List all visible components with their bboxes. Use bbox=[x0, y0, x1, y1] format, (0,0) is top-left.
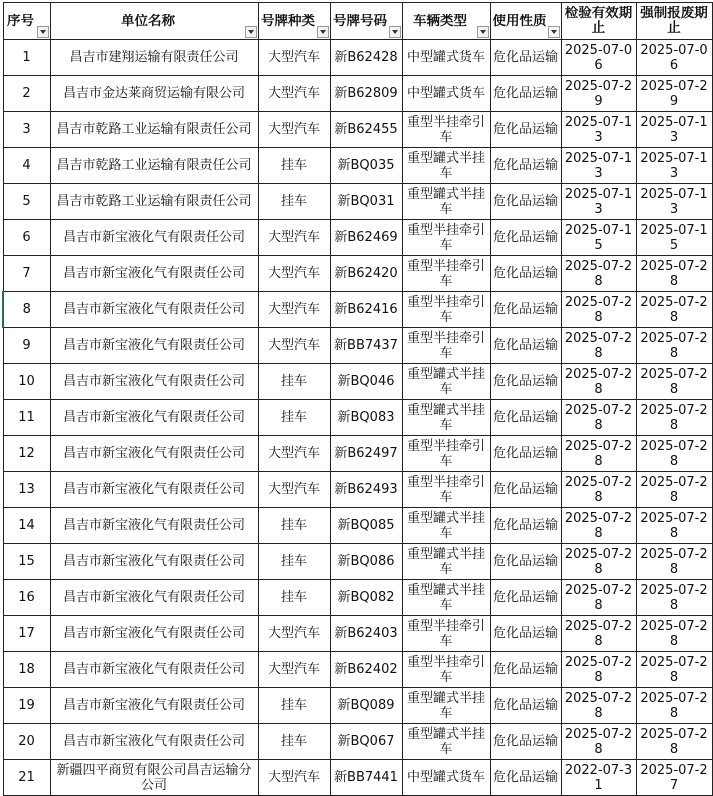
cell-unit-name[interactable]: 昌吉市新宝液化气有限责任公司 bbox=[50, 652, 258, 688]
cell-plate-type[interactable]: 大型汽车 bbox=[258, 328, 330, 364]
cell-plate-no[interactable]: 新BQ083 bbox=[330, 400, 402, 436]
cell-unit-name[interactable]: 昌吉市新宝液化气有限责任公司 bbox=[50, 328, 258, 364]
cell-unit-name[interactable]: 昌吉市新宝液化气有限责任公司 bbox=[50, 364, 258, 400]
cell-vehicle-type[interactable]: 重型半挂牵引车 bbox=[402, 328, 490, 364]
cell-plate-type[interactable]: 大型汽车 bbox=[258, 76, 330, 112]
cell-plate-no[interactable]: 新BB7437 bbox=[330, 328, 402, 364]
cell-unit-name[interactable]: 昌吉市乾路工业运输有限责任公司 bbox=[50, 184, 258, 220]
cell-seq[interactable]: 3 bbox=[3, 112, 50, 148]
cell-plate-no[interactable]: 新BQ082 bbox=[330, 580, 402, 616]
cell-vehicle-type[interactable]: 重型半挂牵引车 bbox=[402, 652, 490, 688]
cell-plate-type[interactable]: 挂车 bbox=[258, 688, 330, 724]
cell-vehicle-type[interactable]: 重型罐式半挂车 bbox=[402, 580, 490, 616]
cell-plate-type[interactable]: 挂车 bbox=[258, 184, 330, 220]
cell-plate-no[interactable]: 新BB7441 bbox=[330, 760, 402, 796]
table-body bbox=[3, 40, 712, 796]
cell-vehicle-type[interactable]: 重型罐式半挂车 bbox=[402, 400, 490, 436]
cell-plate-type[interactable]: 大型汽车 bbox=[258, 112, 330, 148]
filter-dropdown-icon[interactable] bbox=[37, 26, 49, 38]
cell-seq[interactable]: 5 bbox=[3, 184, 50, 220]
cell-scrap-date[interactable]: 2025-07-28 bbox=[636, 256, 712, 292]
cell-unit-name[interactable]: 昌吉市新宝液化气有限责任公司 bbox=[50, 724, 258, 760]
header-row bbox=[3, 3, 712, 40]
cell-plate-no[interactable]: 新BQ067 bbox=[330, 724, 402, 760]
table-row[interactable] bbox=[3, 544, 712, 580]
cell-plate-no[interactable]: 新B62469 bbox=[330, 220, 402, 256]
cell-seq[interactable]: 18 bbox=[3, 652, 50, 688]
cell-unit-name[interactable]: 昌吉市新宝液化气有限责任公司 bbox=[50, 220, 258, 256]
cell-unit-name[interactable]: 昌吉市新宝液化气有限责任公司 bbox=[50, 616, 258, 652]
cell-plate-type[interactable]: 大型汽车 bbox=[258, 40, 330, 76]
filter-dropdown-icon[interactable] bbox=[477, 26, 489, 38]
cell-vehicle-type[interactable]: 重型半挂牵引车 bbox=[402, 616, 490, 652]
cell-plate-type[interactable]: 大型汽车 bbox=[258, 760, 330, 796]
cell-plate-no[interactable]: 新B62809 bbox=[330, 76, 402, 112]
cell-scrap-date[interactable]: 2025-07-13 bbox=[636, 148, 712, 184]
header-seq[interactable]: 序号 bbox=[3, 3, 50, 40]
cell-usage[interactable]: 危化品运输 bbox=[490, 580, 561, 616]
cell-plate-no[interactable]: 新BQ086 bbox=[330, 544, 402, 580]
table-row[interactable] bbox=[3, 328, 712, 364]
cell-inspect-valid-date[interactable]: 2025-07-15 bbox=[561, 220, 636, 256]
filter-dropdown-icon[interactable] bbox=[245, 26, 257, 38]
cell-plate-no[interactable]: 新B62402 bbox=[330, 652, 402, 688]
cell-plate-type[interactable]: 挂车 bbox=[258, 400, 330, 436]
cell-scrap-date[interactable]: 2025-07-28 bbox=[636, 652, 712, 688]
cell-inspect-valid-date[interactable]: 2025-07-28 bbox=[561, 472, 636, 508]
cell-plate-type[interactable]: 大型汽车 bbox=[258, 436, 330, 472]
cell-scrap-date[interactable]: 2025-07-28 bbox=[636, 544, 712, 580]
header-unit[interactable]: 单位名称 bbox=[50, 3, 258, 40]
cell-inspect-valid-date[interactable]: 2025-07-28 bbox=[561, 616, 636, 652]
table-row[interactable] bbox=[3, 112, 712, 148]
cell-unit-name[interactable]: 昌吉市乾路工业运输有限责任公司 bbox=[50, 148, 258, 184]
cell-seq[interactable]: 21 bbox=[3, 760, 50, 796]
cell-plate-type[interactable]: 挂车 bbox=[258, 148, 330, 184]
cell-scrap-date[interactable]: 2025-07-28 bbox=[636, 616, 712, 652]
cell-plate-type[interactable]: 挂车 bbox=[258, 544, 330, 580]
table-row[interactable] bbox=[3, 436, 712, 472]
cell-usage[interactable]: 危化品运输 bbox=[490, 508, 561, 544]
cell-usage[interactable]: 危化品运输 bbox=[490, 400, 561, 436]
table-row[interactable] bbox=[3, 220, 712, 256]
cell-plate-no[interactable]: 新BQ031 bbox=[330, 184, 402, 220]
cell-inspect-valid-date[interactable]: 2025-07-28 bbox=[561, 364, 636, 400]
cell-seq[interactable]: 12 bbox=[3, 436, 50, 472]
cell-usage[interactable]: 危化品运输 bbox=[490, 616, 561, 652]
header-scrap[interactable]: 强制报废期止 bbox=[636, 3, 712, 40]
filter-dropdown-icon[interactable] bbox=[389, 26, 401, 38]
cell-unit-name[interactable]: 昌吉市新宝液化气有限责任公司 bbox=[50, 688, 258, 724]
header-plate-type[interactable]: 号牌种类 bbox=[258, 3, 330, 40]
cell-vehicle-type[interactable]: 中型罐式货车 bbox=[402, 76, 490, 112]
cell-plate-no[interactable]: 新B62416 bbox=[330, 292, 402, 328]
cell-scrap-date[interactable]: 2025-07-27 bbox=[636, 760, 712, 796]
cell-seq[interactable]: 14 bbox=[3, 508, 50, 544]
cell-usage[interactable]: 危化品运输 bbox=[490, 544, 561, 580]
cell-inspect-valid-date[interactable]: 2025-07-28 bbox=[561, 580, 636, 616]
cell-seq[interactable]: 2 bbox=[3, 76, 50, 112]
cell-vehicle-type[interactable]: 重型罐式半挂车 bbox=[402, 544, 490, 580]
cell-plate-no[interactable]: 新BQ085 bbox=[330, 508, 402, 544]
cell-inspect-valid-date[interactable]: 2025-07-13 bbox=[561, 112, 636, 148]
cell-unit-name[interactable]: 昌吉市新宝液化气有限责任公司 bbox=[50, 292, 258, 328]
cell-usage[interactable]: 危化品运输 bbox=[490, 292, 561, 328]
table-row[interactable] bbox=[3, 724, 712, 760]
cell-vehicle-type[interactable]: 中型罐式货车 bbox=[402, 40, 490, 76]
cell-unit-name[interactable]: 昌吉市新宝液化气有限责任公司 bbox=[50, 256, 258, 292]
cell-scrap-date[interactable]: 2025-07-28 bbox=[636, 328, 712, 364]
table-row[interactable] bbox=[3, 652, 712, 688]
cell-scrap-date[interactable]: 2025-07-28 bbox=[636, 364, 712, 400]
cell-vehicle-type[interactable]: 重型半挂牵引车 bbox=[402, 220, 490, 256]
cell-usage[interactable]: 危化品运输 bbox=[490, 436, 561, 472]
cell-plate-type[interactable]: 挂车 bbox=[258, 580, 330, 616]
cell-usage[interactable]: 危化品运输 bbox=[490, 148, 561, 184]
table-row[interactable] bbox=[3, 616, 712, 652]
cell-vehicle-type[interactable]: 中型罐式货车 bbox=[402, 760, 490, 796]
cell-seq[interactable]: 8 bbox=[3, 292, 50, 328]
cell-scrap-date[interactable]: 2025-07-15 bbox=[636, 220, 712, 256]
table-row[interactable] bbox=[3, 580, 712, 616]
table-row[interactable] bbox=[3, 40, 712, 76]
cell-vehicle-type[interactable]: 重型罐式半挂车 bbox=[402, 724, 490, 760]
cell-seq[interactable]: 6 bbox=[3, 220, 50, 256]
cell-vehicle-type[interactable]: 重型罐式半挂车 bbox=[402, 364, 490, 400]
header-inspect-valid[interactable]: 检验有效期止 bbox=[561, 3, 636, 40]
header-vehicle-type[interactable]: 车辆类型 bbox=[402, 3, 490, 40]
table-row[interactable] bbox=[3, 364, 712, 400]
cell-scrap-date[interactable]: 2025-07-13 bbox=[636, 184, 712, 220]
cell-seq[interactable]: 16 bbox=[3, 580, 50, 616]
cell-vehicle-type[interactable]: 重型罐式半挂车 bbox=[402, 148, 490, 184]
table-row[interactable] bbox=[3, 760, 712, 796]
cell-usage[interactable]: 危化品运输 bbox=[490, 328, 561, 364]
cell-inspect-valid-date[interactable]: 2025-07-29 bbox=[561, 76, 636, 112]
cell-unit-name[interactable]: 昌吉市新宝液化气有限责任公司 bbox=[50, 544, 258, 580]
cell-scrap-date[interactable]: 2025-07-28 bbox=[636, 724, 712, 760]
header-plate-no[interactable]: 号牌号码 bbox=[330, 3, 402, 40]
cell-inspect-valid-date[interactable]: 2025-07-13 bbox=[561, 148, 636, 184]
cell-unit-name[interactable]: 昌吉市建翔运输有限责任公司 bbox=[50, 40, 258, 76]
cell-plate-no[interactable]: 新B62497 bbox=[330, 436, 402, 472]
cell-inspect-valid-date[interactable]: 2025-07-28 bbox=[561, 724, 636, 760]
cell-inspect-valid-date[interactable]: 2025-07-28 bbox=[561, 508, 636, 544]
cell-plate-no[interactable]: 新B62493 bbox=[330, 472, 402, 508]
table-row[interactable] bbox=[3, 256, 712, 292]
cell-inspect-valid-date[interactable]: 2022-07-31 bbox=[561, 760, 636, 796]
filter-dropdown-icon[interactable] bbox=[317, 26, 329, 38]
cell-seq[interactable]: 10 bbox=[3, 364, 50, 400]
cell-scrap-date[interactable]: 2025-07-28 bbox=[636, 292, 712, 328]
table-row[interactable] bbox=[3, 400, 712, 436]
cell-scrap-date[interactable]: 2025-07-28 bbox=[636, 472, 712, 508]
cell-inspect-valid-date[interactable]: 2025-07-28 bbox=[561, 436, 636, 472]
cell-inspect-valid-date[interactable]: 2025-07-28 bbox=[561, 328, 636, 364]
cell-plate-no[interactable]: 新B62455 bbox=[330, 112, 402, 148]
cell-scrap-date[interactable]: 2025-07-06 bbox=[636, 40, 712, 76]
table-row[interactable] bbox=[3, 292, 712, 328]
cell-scrap-date[interactable]: 2025-07-13 bbox=[636, 112, 712, 148]
cell-seq[interactable]: 7 bbox=[3, 256, 50, 292]
cell-plate-no[interactable]: 新BQ046 bbox=[330, 364, 402, 400]
cell-unit-name[interactable]: 昌吉市新宝液化气有限责任公司 bbox=[50, 436, 258, 472]
cell-inspect-valid-date[interactable]: 2025-07-13 bbox=[561, 184, 636, 220]
cell-usage[interactable]: 危化品运输 bbox=[490, 40, 561, 76]
vehicle-inspection-table bbox=[2, 2, 713, 796]
cell-scrap-date[interactable]: 2025-07-29 bbox=[636, 76, 712, 112]
cell-scrap-date[interactable]: 2025-07-28 bbox=[636, 580, 712, 616]
cell-plate-type[interactable]: 大型汽车 bbox=[258, 220, 330, 256]
table-row[interactable] bbox=[3, 76, 712, 112]
cell-usage[interactable]: 危化品运输 bbox=[490, 364, 561, 400]
cell-unit-name[interactable]: 昌吉市乾路工业运输有限责任公司 bbox=[50, 112, 258, 148]
cell-usage[interactable]: 危化品运输 bbox=[490, 256, 561, 292]
cell-plate-type[interactable]: 大型汽车 bbox=[258, 472, 330, 508]
cell-plate-no[interactable]: 新BQ089 bbox=[330, 688, 402, 724]
filter-dropdown-icon[interactable] bbox=[548, 26, 560, 38]
cell-vehicle-type[interactable]: 重型半挂牵引车 bbox=[402, 112, 490, 148]
cell-plate-type[interactable]: 挂车 bbox=[258, 508, 330, 544]
cell-unit-name[interactable]: 昌吉市新宝液化气有限责任公司 bbox=[50, 580, 258, 616]
cell-plate-type[interactable]: 大型汽车 bbox=[258, 256, 330, 292]
cell-unit-name[interactable]: 昌吉市新宝液化气有限责任公司 bbox=[50, 472, 258, 508]
cell-plate-type[interactable]: 大型汽车 bbox=[258, 616, 330, 652]
cell-usage[interactable]: 危化品运输 bbox=[490, 184, 561, 220]
table-row[interactable] bbox=[3, 148, 712, 184]
cell-usage[interactable]: 危化品运输 bbox=[490, 112, 561, 148]
cell-plate-type[interactable]: 大型汽车 bbox=[258, 652, 330, 688]
cell-unit-name[interactable]: 昌吉市新宝液化气有限责任公司 bbox=[50, 400, 258, 436]
cell-vehicle-type[interactable]: 重型半挂牵引车 bbox=[402, 472, 490, 508]
cell-scrap-date[interactable]: 2025-07-28 bbox=[636, 688, 712, 724]
cell-vehicle-type[interactable]: 重型半挂牵引车 bbox=[402, 436, 490, 472]
table-row[interactable] bbox=[3, 508, 712, 544]
cell-inspect-valid-date[interactable]: 2025-07-28 bbox=[561, 256, 636, 292]
cell-inspect-valid-date[interactable]: 2025-07-28 bbox=[561, 544, 636, 580]
cell-plate-no[interactable]: 新B62428 bbox=[330, 40, 402, 76]
cell-inspect-valid-date[interactable]: 2025-07-28 bbox=[561, 652, 636, 688]
cell-seq[interactable]: 11 bbox=[3, 400, 50, 436]
table-row[interactable] bbox=[3, 472, 712, 508]
cell-plate-no[interactable]: 新B62420 bbox=[330, 256, 402, 292]
cell-plate-no[interactable]: 新B62403 bbox=[330, 616, 402, 652]
cell-unit-name[interactable]: 新疆四平商贸有限公司昌吉运输分公司 bbox=[50, 760, 258, 796]
cell-scrap-date[interactable]: 2025-07-28 bbox=[636, 400, 712, 436]
cell-seq[interactable]: 13 bbox=[3, 472, 50, 508]
cell-unit-name[interactable]: 昌吉市金达莱商贸运输有限公司 bbox=[50, 76, 258, 112]
cell-usage[interactable]: 危化品运输 bbox=[490, 472, 561, 508]
cell-vehicle-type[interactable]: 重型罐式半挂车 bbox=[402, 508, 490, 544]
cell-plate-type[interactable]: 挂车 bbox=[258, 364, 330, 400]
cell-usage[interactable]: 危化品运输 bbox=[490, 76, 561, 112]
cell-usage[interactable]: 危化品运输 bbox=[490, 724, 561, 760]
cell-seq[interactable]: 9 bbox=[3, 328, 50, 364]
header-usage[interactable]: 使用性质 bbox=[490, 3, 561, 40]
cell-seq[interactable]: 20 bbox=[3, 724, 50, 760]
table-row[interactable] bbox=[3, 688, 712, 724]
cell-vehicle-type[interactable]: 重型半挂牵引车 bbox=[402, 256, 490, 292]
cell-vehicle-type[interactable]: 重型半挂牵引车 bbox=[402, 292, 490, 328]
cell-seq[interactable]: 17 bbox=[3, 616, 50, 652]
cell-inspect-valid-date[interactable]: 2025-07-28 bbox=[561, 292, 636, 328]
cell-seq[interactable]: 4 bbox=[3, 148, 50, 184]
cell-inspect-valid-date[interactable]: 2025-07-06 bbox=[561, 40, 636, 76]
cell-seq[interactable]: 15 bbox=[3, 544, 50, 580]
cell-usage[interactable]: 危化品运输 bbox=[490, 760, 561, 796]
cell-seq[interactable]: 19 bbox=[3, 688, 50, 724]
cell-inspect-valid-date[interactable]: 2025-07-28 bbox=[561, 688, 636, 724]
cell-plate-type[interactable]: 挂车 bbox=[258, 724, 330, 760]
cell-scrap-date[interactable]: 2025-07-28 bbox=[636, 508, 712, 544]
cell-unit-name[interactable]: 昌吉市新宝液化气有限责任公司 bbox=[50, 508, 258, 544]
cell-usage[interactable]: 危化品运输 bbox=[490, 688, 561, 724]
cell-usage[interactable]: 危化品运输 bbox=[490, 220, 561, 256]
cell-plate-no[interactable]: 新BQ035 bbox=[330, 148, 402, 184]
cell-vehicle-type[interactable]: 重型罐式半挂车 bbox=[402, 184, 490, 220]
table-row[interactable] bbox=[3, 184, 712, 220]
cell-scrap-date[interactable]: 2025-07-28 bbox=[636, 436, 712, 472]
cell-seq[interactable]: 1 bbox=[3, 40, 50, 76]
cell-vehicle-type[interactable]: 重型罐式半挂车 bbox=[402, 688, 490, 724]
cell-inspect-valid-date[interactable]: 2025-07-28 bbox=[561, 400, 636, 436]
cell-usage[interactable]: 危化品运输 bbox=[490, 652, 561, 688]
cell-plate-type[interactable]: 大型汽车 bbox=[258, 292, 330, 328]
